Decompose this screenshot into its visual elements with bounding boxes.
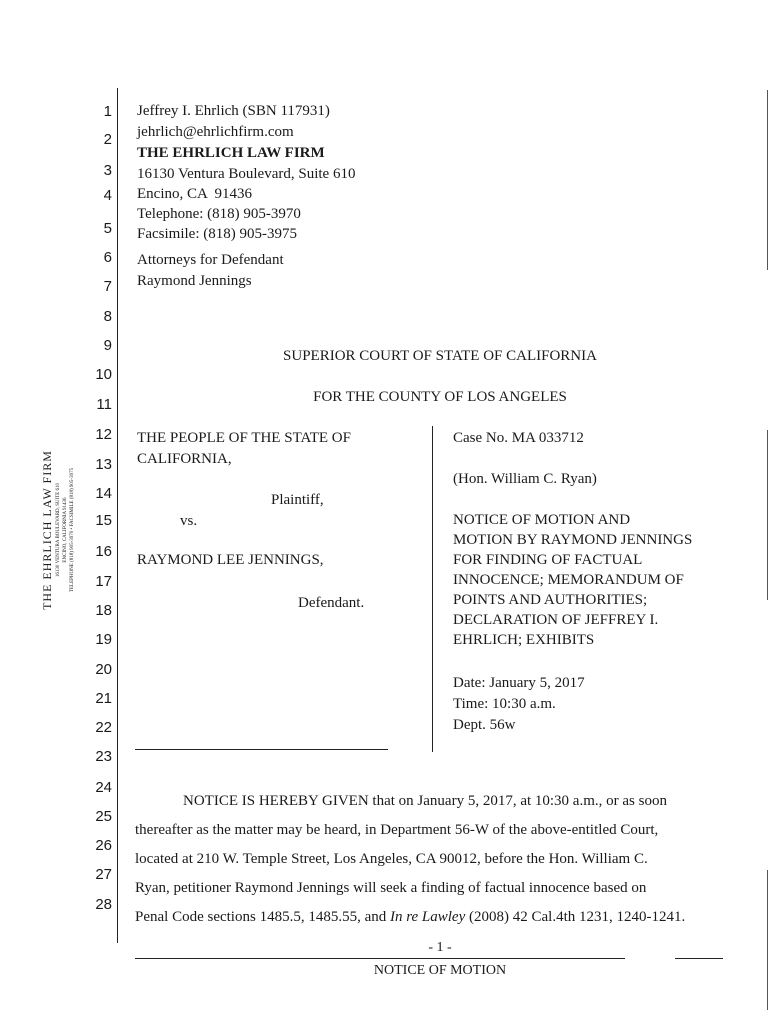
line-number: 13: [95, 456, 112, 473]
line-number: 14: [95, 485, 112, 502]
defendant-name: RAYMOND LEE JENNINGS,: [137, 552, 324, 568]
address-line-2: Encino, CA 91436: [137, 186, 252, 202]
hearing-date: Date: January 5, 2017: [453, 675, 585, 691]
line-number: 2: [103, 131, 112, 148]
telephone: Telephone: (818) 905-3970: [137, 206, 301, 222]
versus: vs.: [180, 513, 198, 529]
body-line: [135, 903, 745, 932]
body-line: located at 210 W. Temple Street, Los Angeles, CA 90012, before the Hon. William C.: [135, 851, 648, 867]
caption-divider: [432, 426, 433, 752]
document-title-line: NOTICE OF MOTION AND: [453, 512, 631, 528]
line-number: 28: [95, 896, 112, 913]
document-title-line: DECLARATION OF JEFFREY I.: [453, 612, 659, 628]
court-name: SUPERIOR COURT OF STATE OF CALIFORNIA: [283, 348, 597, 364]
footer-rule-right: [675, 958, 723, 959]
address-line-1: 16130 Ventura Boulevard, Suite 610: [137, 166, 356, 182]
hearing-dept: Dept. 56w: [453, 717, 516, 733]
line-number: 9: [103, 337, 112, 354]
citation-post: (2008) 42 Cal.4th 1231, 1240-1241.: [465, 909, 686, 925]
hearing-time: Time: 10:30 a.m.: [453, 696, 556, 712]
plaintiff-line-1: THE PEOPLE OF THE STATE OF: [137, 430, 351, 446]
client-name: Raymond Jennings: [137, 273, 252, 289]
facsimile: Facsimile: (818) 905-3975: [137, 226, 297, 242]
line-number: 20: [95, 661, 112, 678]
plaintiff-line-2: CALIFORNIA,: [137, 451, 232, 467]
edge-mark: [767, 430, 768, 600]
line-number: 26: [95, 837, 112, 854]
line-number: 17: [95, 573, 112, 590]
caption-bottom-rule: [135, 749, 388, 750]
line-number: 11: [96, 396, 112, 413]
body-line: Ryan, petitioner Raymond Jennings will seek a finding of factual innocence based on: [135, 880, 647, 896]
line-number: 1: [103, 103, 112, 120]
edge-mark: [767, 90, 768, 270]
citation-pre: Penal Code sections 1485.5, 1485.55, and: [135, 909, 390, 925]
document-title-line: INNOCENCE; MEMORANDUM OF: [453, 572, 684, 588]
line-number: 3: [103, 162, 112, 179]
body-line: thereafter as the matter may be heard, in Department 56-W of the above-entitled Court,: [135, 822, 659, 838]
document-title-line: FOR FINDING OF FACTUAL: [453, 552, 643, 568]
firm-sidebar: [18, 430, 98, 630]
sidebar-city: ENCINO, CALIFORNIA 91436: [63, 497, 68, 563]
footer-rule: [135, 958, 625, 959]
line-number: 8: [103, 308, 112, 325]
attorneys-for: Attorneys for Defendant: [137, 252, 284, 268]
line-number: 10: [95, 366, 112, 383]
line-number: 24: [95, 779, 112, 796]
line-number: 4: [103, 187, 112, 204]
case-number: Case No. MA 033712: [453, 430, 584, 446]
line-number: 15: [95, 512, 112, 529]
margin-rule: [117, 88, 118, 943]
line-number: 6: [103, 249, 112, 266]
court-county: FOR THE COUNTY OF LOS ANGELES: [313, 389, 567, 405]
line-number: 22: [95, 719, 112, 736]
document-title-line: EHRLICH; EXHIBITS: [453, 632, 595, 648]
line-number: 16: [95, 543, 112, 560]
sidebar-address: 16130 VENTURA BOULEVARD, SUITE 610: [56, 482, 61, 578]
line-number: 23: [95, 748, 112, 765]
page-number: - 1 -: [428, 940, 452, 955]
line-number: 25: [95, 808, 112, 825]
edge-mark: [767, 870, 768, 1010]
sidebar-firm-name: THE EHRLICH LAW FIRM: [40, 450, 54, 610]
line-number: 27: [95, 866, 112, 883]
defendant-role: Defendant.: [298, 595, 365, 611]
line-number: 21: [95, 690, 112, 707]
document-title-line: MOTION BY RAYMOND JENNINGS: [453, 532, 693, 548]
line-number: 12: [95, 426, 112, 443]
footer-title: NOTICE OF MOTION: [373, 963, 507, 978]
document-title-line: POINTS AND AUTHORITIES;: [453, 592, 648, 608]
attorney-email: jehrlich@ehrlichfirm.com: [137, 124, 294, 140]
line-number: 5: [103, 220, 112, 237]
attorney-name: Jeffrey I. Ehrlich (SBN 117931): [137, 103, 330, 119]
line-number: 18: [95, 602, 112, 619]
line-number: 7: [103, 278, 112, 295]
plaintiff-role: Plaintiff,: [271, 492, 324, 508]
line-number: 19: [95, 631, 112, 648]
sidebar-phone: TELEPHONE (818) 905-3970 • FACSIMILE (818) 905-3975: [70, 467, 75, 593]
judge: (Hon. William C. Ryan): [453, 471, 597, 487]
body-line: NOTICE IS HEREBY GIVEN that on January 5, 2017, at 10:30 a.m., or as soon: [183, 793, 667, 809]
firm-name: THE EHRLICH LAW FIRM: [137, 145, 325, 161]
case-citation: In re Lawley: [389, 909, 466, 925]
